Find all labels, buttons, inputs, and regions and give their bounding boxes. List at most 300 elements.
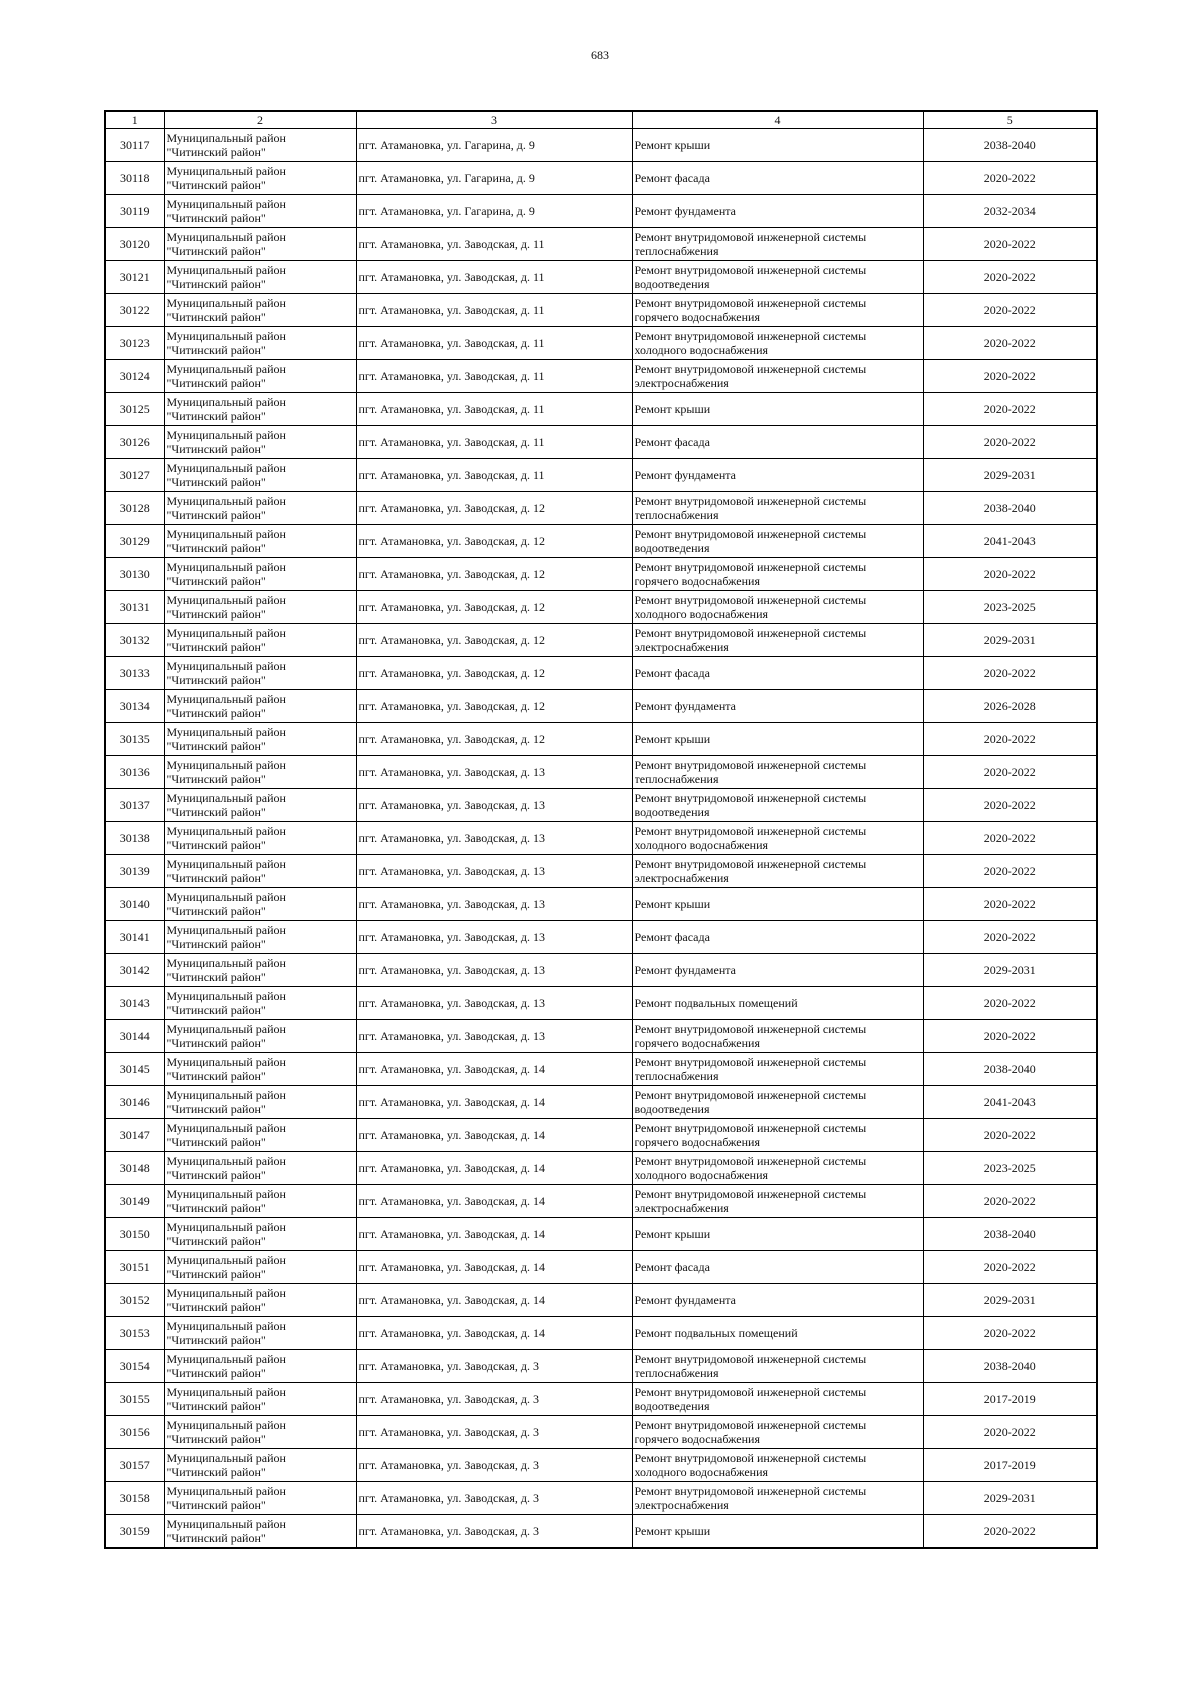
- district-cell: [164, 525, 356, 558]
- table-row: [105, 129, 1097, 162]
- row-number-cell: 30117: [105, 129, 164, 162]
- district-line: Муниципальный район: [166, 1187, 286, 1201]
- district-line: Муниципальный район: [166, 230, 286, 244]
- work-type-line: Ремонт внутридомовой инженерной системы: [634, 824, 867, 838]
- row-number-cell: 30121: [105, 261, 164, 294]
- period-cell: 2020-2022: [923, 921, 1097, 954]
- work-type-line: электроснабжения: [634, 640, 729, 654]
- period-cell: 2026-2028: [923, 690, 1097, 723]
- district-cell: [164, 591, 356, 624]
- period-cell: 2020-2022: [923, 327, 1097, 360]
- work-type-line: Ремонт внутридомовой инженерной системы: [634, 593, 867, 607]
- period-cell: 2032-2034: [923, 195, 1097, 228]
- address-cell: пгт. Атамановка, ул. Заводская, д. 12: [356, 492, 632, 525]
- work-type-line: холодного водоснабжения: [634, 607, 769, 621]
- work-type-line: Ремонт внутридомовой инженерной системы: [634, 1022, 867, 1036]
- table-header: [105, 111, 1097, 129]
- period-cell: 2017-2019: [923, 1449, 1097, 1482]
- row-number-cell: 30141: [105, 921, 164, 954]
- row-number-cell: 30124: [105, 360, 164, 393]
- work-type-line: электроснабжения: [634, 871, 729, 885]
- period-cell: 2020-2022: [923, 657, 1097, 690]
- address-cell: пгт. Атамановка, ул. Заводская, д. 12: [356, 723, 632, 756]
- period-cell: 2020-2022: [923, 1317, 1097, 1350]
- period-cell: 2020-2022: [923, 1119, 1097, 1152]
- table-row: [105, 525, 1097, 558]
- row-number-cell: 30148: [105, 1152, 164, 1185]
- district-cell: [164, 1119, 356, 1152]
- period-cell: 2020-2022: [923, 261, 1097, 294]
- work-type-cell: [632, 987, 923, 1020]
- row-number-cell: 30152: [105, 1284, 164, 1317]
- row-number-cell: 30138: [105, 822, 164, 855]
- district-line: "Читинский район": [166, 673, 266, 687]
- district-line: "Читинский район": [166, 574, 266, 588]
- row-number-cell: 30132: [105, 624, 164, 657]
- district-line: Муниципальный район: [166, 1055, 286, 1069]
- district-line: "Читинский район": [166, 1432, 266, 1446]
- table-body: [105, 129, 1097, 1549]
- work-type-line: Ремонт внутридомовой инженерной системы: [634, 626, 867, 640]
- work-type-line: Ремонт внутридомовой инженерной системы: [634, 1088, 867, 1102]
- district-line: "Читинский район": [166, 1465, 266, 1479]
- district-line: "Читинский район": [166, 211, 266, 225]
- table-row: [105, 558, 1097, 591]
- row-number-cell: 30140: [105, 888, 164, 921]
- row-number-cell: 30145: [105, 1053, 164, 1086]
- district-cell: [164, 1053, 356, 1086]
- district-line: "Читинский район": [166, 1201, 266, 1215]
- district-cell: [164, 1350, 356, 1383]
- work-type-cell: [632, 657, 923, 690]
- district-cell: [164, 1218, 356, 1251]
- work-type-line: Ремонт внутридомовой инженерной системы: [634, 857, 867, 871]
- period-cell: 2029-2031: [923, 624, 1097, 657]
- district-cell: [164, 1086, 356, 1119]
- district-cell: [164, 1284, 356, 1317]
- district-line: "Читинский район": [166, 1168, 266, 1182]
- district-line: Муниципальный район: [166, 791, 286, 805]
- district-line: Муниципальный район: [166, 296, 286, 310]
- work-type-line: холодного водоснабжения: [634, 1168, 769, 1182]
- table-row: [105, 426, 1097, 459]
- table-row: [105, 261, 1097, 294]
- district-line: Муниципальный район: [166, 1022, 286, 1036]
- district-line: "Читинский район": [166, 277, 266, 291]
- district-line: "Читинский район": [166, 1102, 266, 1116]
- district-line: "Читинский район": [166, 1366, 266, 1380]
- period-cell: 2023-2025: [923, 1152, 1097, 1185]
- work-type-line: Ремонт внутридомовой инженерной системы: [634, 791, 867, 805]
- work-type-line: Ремонт внутридомовой инженерной системы: [634, 1055, 867, 1069]
- district-cell: [164, 690, 356, 723]
- work-type-line: Ремонт фасада: [634, 435, 710, 449]
- address-cell: пгт. Атамановка, ул. Заводская, д. 14: [356, 1086, 632, 1119]
- district-line: "Читинский район": [166, 772, 266, 786]
- table-row: [105, 690, 1097, 723]
- row-number-cell: 30158: [105, 1482, 164, 1515]
- work-type-cell: [632, 294, 923, 327]
- row-number-cell: 30153: [105, 1317, 164, 1350]
- work-type-cell: [632, 1449, 923, 1482]
- work-type-line: Ремонт фундамента: [634, 699, 736, 713]
- work-type-line: горячего водоснабжения: [634, 1432, 760, 1446]
- work-type-line: Ремонт внутридомовой инженерной системы: [634, 230, 867, 244]
- period-cell: 2020-2022: [923, 1251, 1097, 1284]
- table-row: [105, 360, 1097, 393]
- district-line: Муниципальный район: [166, 1484, 286, 1498]
- address-cell: пгт. Атамановка, ул. Заводская, д. 3: [356, 1350, 632, 1383]
- work-type-cell: [632, 1086, 923, 1119]
- row-number-cell: 30129: [105, 525, 164, 558]
- table-row: [105, 888, 1097, 921]
- work-type-cell: [632, 624, 923, 657]
- row-number-cell: 30133: [105, 657, 164, 690]
- work-type-line: Ремонт внутридомовой инженерной системы: [634, 1418, 867, 1432]
- address-cell: пгт. Атамановка, ул. Заводская, д. 14: [356, 1185, 632, 1218]
- district-line: Муниципальный район: [166, 758, 286, 772]
- period-cell: 2020-2022: [923, 756, 1097, 789]
- district-line: "Читинский район": [166, 1531, 266, 1545]
- row-number-cell: 30120: [105, 228, 164, 261]
- row-number-cell: 30154: [105, 1350, 164, 1383]
- table-row: [105, 1218, 1097, 1251]
- period-cell: 2020-2022: [923, 789, 1097, 822]
- period-cell: 2020-2022: [923, 987, 1097, 1020]
- work-type-line: Ремонт подвальных помещений: [634, 1326, 798, 1340]
- address-cell: пгт. Атамановка, ул. Заводская, д. 13: [356, 1020, 632, 1053]
- work-type-cell: [632, 789, 923, 822]
- work-type-line: холодного водоснабжения: [634, 1465, 769, 1479]
- table-row: [105, 294, 1097, 327]
- address-cell: пгт. Атамановка, ул. Заводская, д. 11: [356, 228, 632, 261]
- work-type-line: Ремонт фундамента: [634, 204, 736, 218]
- table-row: [105, 1383, 1097, 1416]
- district-line: "Читинский район": [166, 244, 266, 258]
- address-cell: пгт. Атамановка, ул. Заводская, д. 13: [356, 921, 632, 954]
- table-row: [105, 657, 1097, 690]
- row-number-cell: 30136: [105, 756, 164, 789]
- district-line: Муниципальный район: [166, 956, 286, 970]
- row-number-cell: 30131: [105, 591, 164, 624]
- work-type-line: водоотведения: [634, 541, 710, 555]
- table-row: [105, 1152, 1097, 1185]
- address-cell: пгт. Атамановка, ул. Заводская, д. 14: [356, 1284, 632, 1317]
- address-cell: пгт. Атамановка, ул. Заводская, д. 11: [356, 261, 632, 294]
- table-row: [105, 756, 1097, 789]
- table-row: [105, 162, 1097, 195]
- address-cell: пгт. Атамановка, ул. Заводская, д. 14: [356, 1317, 632, 1350]
- district-line: Муниципальный район: [166, 1253, 286, 1267]
- work-type-line: водоотведения: [634, 805, 710, 819]
- row-number-cell: 30156: [105, 1416, 164, 1449]
- work-type-cell: [632, 492, 923, 525]
- work-type-cell: [632, 921, 923, 954]
- address-cell: пгт. Атамановка, ул. Заводская, д. 11: [356, 393, 632, 426]
- work-type-cell: [632, 261, 923, 294]
- table-row: [105, 822, 1097, 855]
- table-row: [105, 987, 1097, 1020]
- table-row: [105, 1416, 1097, 1449]
- work-type-cell: [632, 855, 923, 888]
- table-row: [105, 1284, 1097, 1317]
- district-line: Муниципальный район: [166, 131, 286, 145]
- district-line: Муниципальный район: [166, 1121, 286, 1135]
- row-number-cell: 30146: [105, 1086, 164, 1119]
- row-number-cell: 30149: [105, 1185, 164, 1218]
- district-cell: [164, 1152, 356, 1185]
- district-cell: [164, 855, 356, 888]
- work-type-line: Ремонт фасада: [634, 171, 710, 185]
- district-cell: [164, 1416, 356, 1449]
- district-cell: [164, 162, 356, 195]
- work-type-line: Ремонт крыши: [634, 1524, 711, 1538]
- work-type-cell: [632, 1515, 923, 1549]
- district-line: Муниципальный район: [166, 494, 286, 508]
- address-cell: пгт. Атамановка, ул. Гагарина, д. 9: [356, 195, 632, 228]
- district-cell: [164, 294, 356, 327]
- work-type-cell: [632, 591, 923, 624]
- district-line: "Читинский район": [166, 1300, 266, 1314]
- column-header-4: 4: [632, 111, 923, 129]
- district-cell: [164, 921, 356, 954]
- district-cell: [164, 492, 356, 525]
- work-type-line: Ремонт внутридомовой инженерной системы: [634, 1121, 867, 1135]
- district-cell: [164, 360, 356, 393]
- row-number-cell: 30139: [105, 855, 164, 888]
- work-type-line: Ремонт внутридомовой инженерной системы: [634, 1385, 867, 1399]
- period-cell: 2020-2022: [923, 1185, 1097, 1218]
- work-type-cell: [632, 1185, 923, 1218]
- district-line: "Читинский район": [166, 1498, 266, 1512]
- district-cell: [164, 1449, 356, 1482]
- table-row: [105, 1482, 1097, 1515]
- address-cell: пгт. Атамановка, ул. Заводская, д. 12: [356, 690, 632, 723]
- district-line: Муниципальный район: [166, 164, 286, 178]
- work-type-line: горячего водоснабжения: [634, 574, 760, 588]
- work-type-cell: [632, 162, 923, 195]
- district-line: "Читинский район": [166, 475, 266, 489]
- period-cell: 2038-2040: [923, 129, 1097, 162]
- table-row: [105, 459, 1097, 492]
- district-line: "Читинский район": [166, 442, 266, 456]
- work-type-line: Ремонт внутридомовой инженерной системы: [634, 527, 867, 541]
- district-cell: [164, 1383, 356, 1416]
- work-type-line: теплоснабжения: [634, 508, 719, 522]
- work-type-line: горячего водоснабжения: [634, 1036, 760, 1050]
- table-row: [105, 921, 1097, 954]
- row-number-cell: 30155: [105, 1383, 164, 1416]
- district-cell: [164, 459, 356, 492]
- table-row: [105, 624, 1097, 657]
- table-row: [105, 195, 1097, 228]
- district-line: "Читинский район": [166, 871, 266, 885]
- repair-schedule-table: [104, 110, 1098, 1549]
- row-number-cell: 30134: [105, 690, 164, 723]
- district-line: Муниципальный район: [166, 197, 286, 211]
- district-cell: [164, 1317, 356, 1350]
- district-cell: [164, 987, 356, 1020]
- address-cell: пгт. Атамановка, ул. Заводская, д. 12: [356, 558, 632, 591]
- district-line: "Читинский район": [166, 937, 266, 951]
- district-line: "Читинский район": [166, 343, 266, 357]
- address-cell: пгт. Атамановка, ул. Заводская, д. 3: [356, 1383, 632, 1416]
- district-line: Муниципальный район: [166, 1220, 286, 1234]
- district-line: "Читинский район": [166, 1234, 266, 1248]
- address-cell: пгт. Атамановка, ул. Заводская, д. 11: [356, 426, 632, 459]
- work-type-cell: [632, 459, 923, 492]
- work-type-line: Ремонт внутридомовой инженерной системы: [634, 296, 867, 310]
- table-row: [105, 228, 1097, 261]
- address-cell: пгт. Атамановка, ул. Заводская, д. 13: [356, 789, 632, 822]
- district-line: "Читинский район": [166, 706, 266, 720]
- work-type-line: холодного водоснабжения: [634, 343, 769, 357]
- work-type-line: Ремонт крыши: [634, 402, 711, 416]
- district-line: Муниципальный район: [166, 857, 286, 871]
- table-row: [105, 1020, 1097, 1053]
- row-number-cell: 30130: [105, 558, 164, 591]
- work-type-cell: [632, 129, 923, 162]
- address-cell: пгт. Атамановка, ул. Заводская, д. 13: [356, 987, 632, 1020]
- period-cell: 2038-2040: [923, 492, 1097, 525]
- work-type-line: Ремонт внутридомовой инженерной системы: [634, 1484, 867, 1498]
- district-line: Муниципальный район: [166, 560, 286, 574]
- address-cell: пгт. Атамановка, ул. Заводская, д. 13: [356, 756, 632, 789]
- work-type-cell: [632, 558, 923, 591]
- table-row: [105, 1515, 1097, 1549]
- district-line: Муниципальный район: [166, 890, 286, 904]
- work-type-line: Ремонт внутридомовой инженерной системы: [634, 263, 867, 277]
- work-type-cell: [632, 954, 923, 987]
- district-line: "Читинский район": [166, 310, 266, 324]
- work-type-cell: [632, 1152, 923, 1185]
- row-number-cell: 30143: [105, 987, 164, 1020]
- column-header-1: 1: [105, 111, 164, 129]
- period-cell: 2020-2022: [923, 558, 1097, 591]
- table-row: [105, 723, 1097, 756]
- work-type-line: Ремонт крыши: [634, 1227, 711, 1241]
- row-number-cell: 30128: [105, 492, 164, 525]
- district-line: "Читинский район": [166, 805, 266, 819]
- work-type-line: Ремонт внутридомовой инженерной системы: [634, 362, 867, 376]
- address-cell: пгт. Атамановка, ул. Заводская, д. 14: [356, 1053, 632, 1086]
- district-cell: [164, 1482, 356, 1515]
- address-cell: пгт. Атамановка, ул. Заводская, д. 12: [356, 591, 632, 624]
- period-cell: 2029-2031: [923, 954, 1097, 987]
- district-line: Муниципальный район: [166, 1451, 286, 1465]
- work-type-line: Ремонт внутридомовой инженерной системы: [634, 1154, 867, 1168]
- work-type-line: Ремонт внутридомовой инженерной системы: [634, 1187, 867, 1201]
- table-row: [105, 492, 1097, 525]
- period-cell: 2020-2022: [923, 1515, 1097, 1549]
- period-cell: 2017-2019: [923, 1383, 1097, 1416]
- district-line: Муниципальный район: [166, 263, 286, 277]
- address-cell: пгт. Атамановка, ул. Заводская, д. 14: [356, 1119, 632, 1152]
- address-cell: пгт. Атамановка, ул. Заводская, д. 3: [356, 1416, 632, 1449]
- work-type-cell: [632, 822, 923, 855]
- district-cell: [164, 789, 356, 822]
- district-cell: [164, 327, 356, 360]
- district-cell: [164, 954, 356, 987]
- district-line: "Читинский район": [166, 508, 266, 522]
- district-line: Муниципальный район: [166, 362, 286, 376]
- work-type-line: теплоснабжения: [634, 244, 719, 258]
- district-line: "Читинский район": [166, 376, 266, 390]
- address-cell: пгт. Атамановка, ул. Заводская, д. 3: [356, 1515, 632, 1549]
- district-cell: [164, 1515, 356, 1549]
- address-cell: пгт. Атамановка, ул. Заводская, д. 3: [356, 1449, 632, 1482]
- work-type-cell: [632, 690, 923, 723]
- district-cell: [164, 888, 356, 921]
- row-number-cell: 30137: [105, 789, 164, 822]
- work-type-cell: [632, 1119, 923, 1152]
- work-type-cell: [632, 228, 923, 261]
- work-type-line: теплоснабжения: [634, 772, 719, 786]
- period-cell: 2020-2022: [923, 294, 1097, 327]
- district-line: "Читинский район": [166, 904, 266, 918]
- table-row: [105, 789, 1097, 822]
- address-cell: пгт. Атамановка, ул. Заводская, д. 13: [356, 855, 632, 888]
- period-cell: 2020-2022: [923, 855, 1097, 888]
- district-line: "Читинский район": [166, 838, 266, 852]
- district-cell: [164, 822, 356, 855]
- period-cell: 2038-2040: [923, 1350, 1097, 1383]
- work-type-cell: [632, 1482, 923, 1515]
- district-line: Муниципальный район: [166, 1352, 286, 1366]
- district-line: "Читинский район": [166, 1399, 266, 1413]
- period-cell: 2020-2022: [923, 426, 1097, 459]
- work-type-line: Ремонт фундамента: [634, 963, 736, 977]
- district-line: "Читинский район": [166, 409, 266, 423]
- table-row: [105, 1350, 1097, 1383]
- district-line: Муниципальный район: [166, 824, 286, 838]
- header-row: [105, 111, 1097, 129]
- district-cell: [164, 657, 356, 690]
- work-type-line: горячего водоснабжения: [634, 310, 760, 324]
- period-cell: 2020-2022: [923, 393, 1097, 426]
- district-line: "Читинский район": [166, 541, 266, 555]
- district-line: "Читинский район": [166, 739, 266, 753]
- work-type-cell: [632, 1317, 923, 1350]
- period-cell: 2020-2022: [923, 822, 1097, 855]
- work-type-line: Ремонт фундамента: [634, 1293, 736, 1307]
- district-line: Муниципальный район: [166, 395, 286, 409]
- row-number-cell: 30157: [105, 1449, 164, 1482]
- work-type-cell: [632, 525, 923, 558]
- work-type-line: Ремонт фасада: [634, 1260, 710, 1274]
- row-number-cell: 30125: [105, 393, 164, 426]
- district-cell: [164, 393, 356, 426]
- district-cell: [164, 1251, 356, 1284]
- row-number-cell: 30142: [105, 954, 164, 987]
- district-line: Муниципальный район: [166, 923, 286, 937]
- period-cell: 2038-2040: [923, 1053, 1097, 1086]
- district-cell: [164, 756, 356, 789]
- address-cell: пгт. Атамановка, ул. Гагарина, д. 9: [356, 129, 632, 162]
- table-row: [105, 1317, 1097, 1350]
- period-cell: 2020-2022: [923, 1020, 1097, 1053]
- district-line: "Читинский район": [166, 1069, 266, 1083]
- work-type-line: теплоснабжения: [634, 1069, 719, 1083]
- address-cell: пгт. Атамановка, ул. Заводская, д. 13: [356, 888, 632, 921]
- work-type-line: Ремонт фундамента: [634, 468, 736, 482]
- district-line: "Читинский район": [166, 970, 266, 984]
- district-line: Муниципальный район: [166, 692, 286, 706]
- district-line: "Читинский район": [166, 178, 266, 192]
- district-line: Муниципальный район: [166, 428, 286, 442]
- work-type-cell: [632, 360, 923, 393]
- work-type-cell: [632, 426, 923, 459]
